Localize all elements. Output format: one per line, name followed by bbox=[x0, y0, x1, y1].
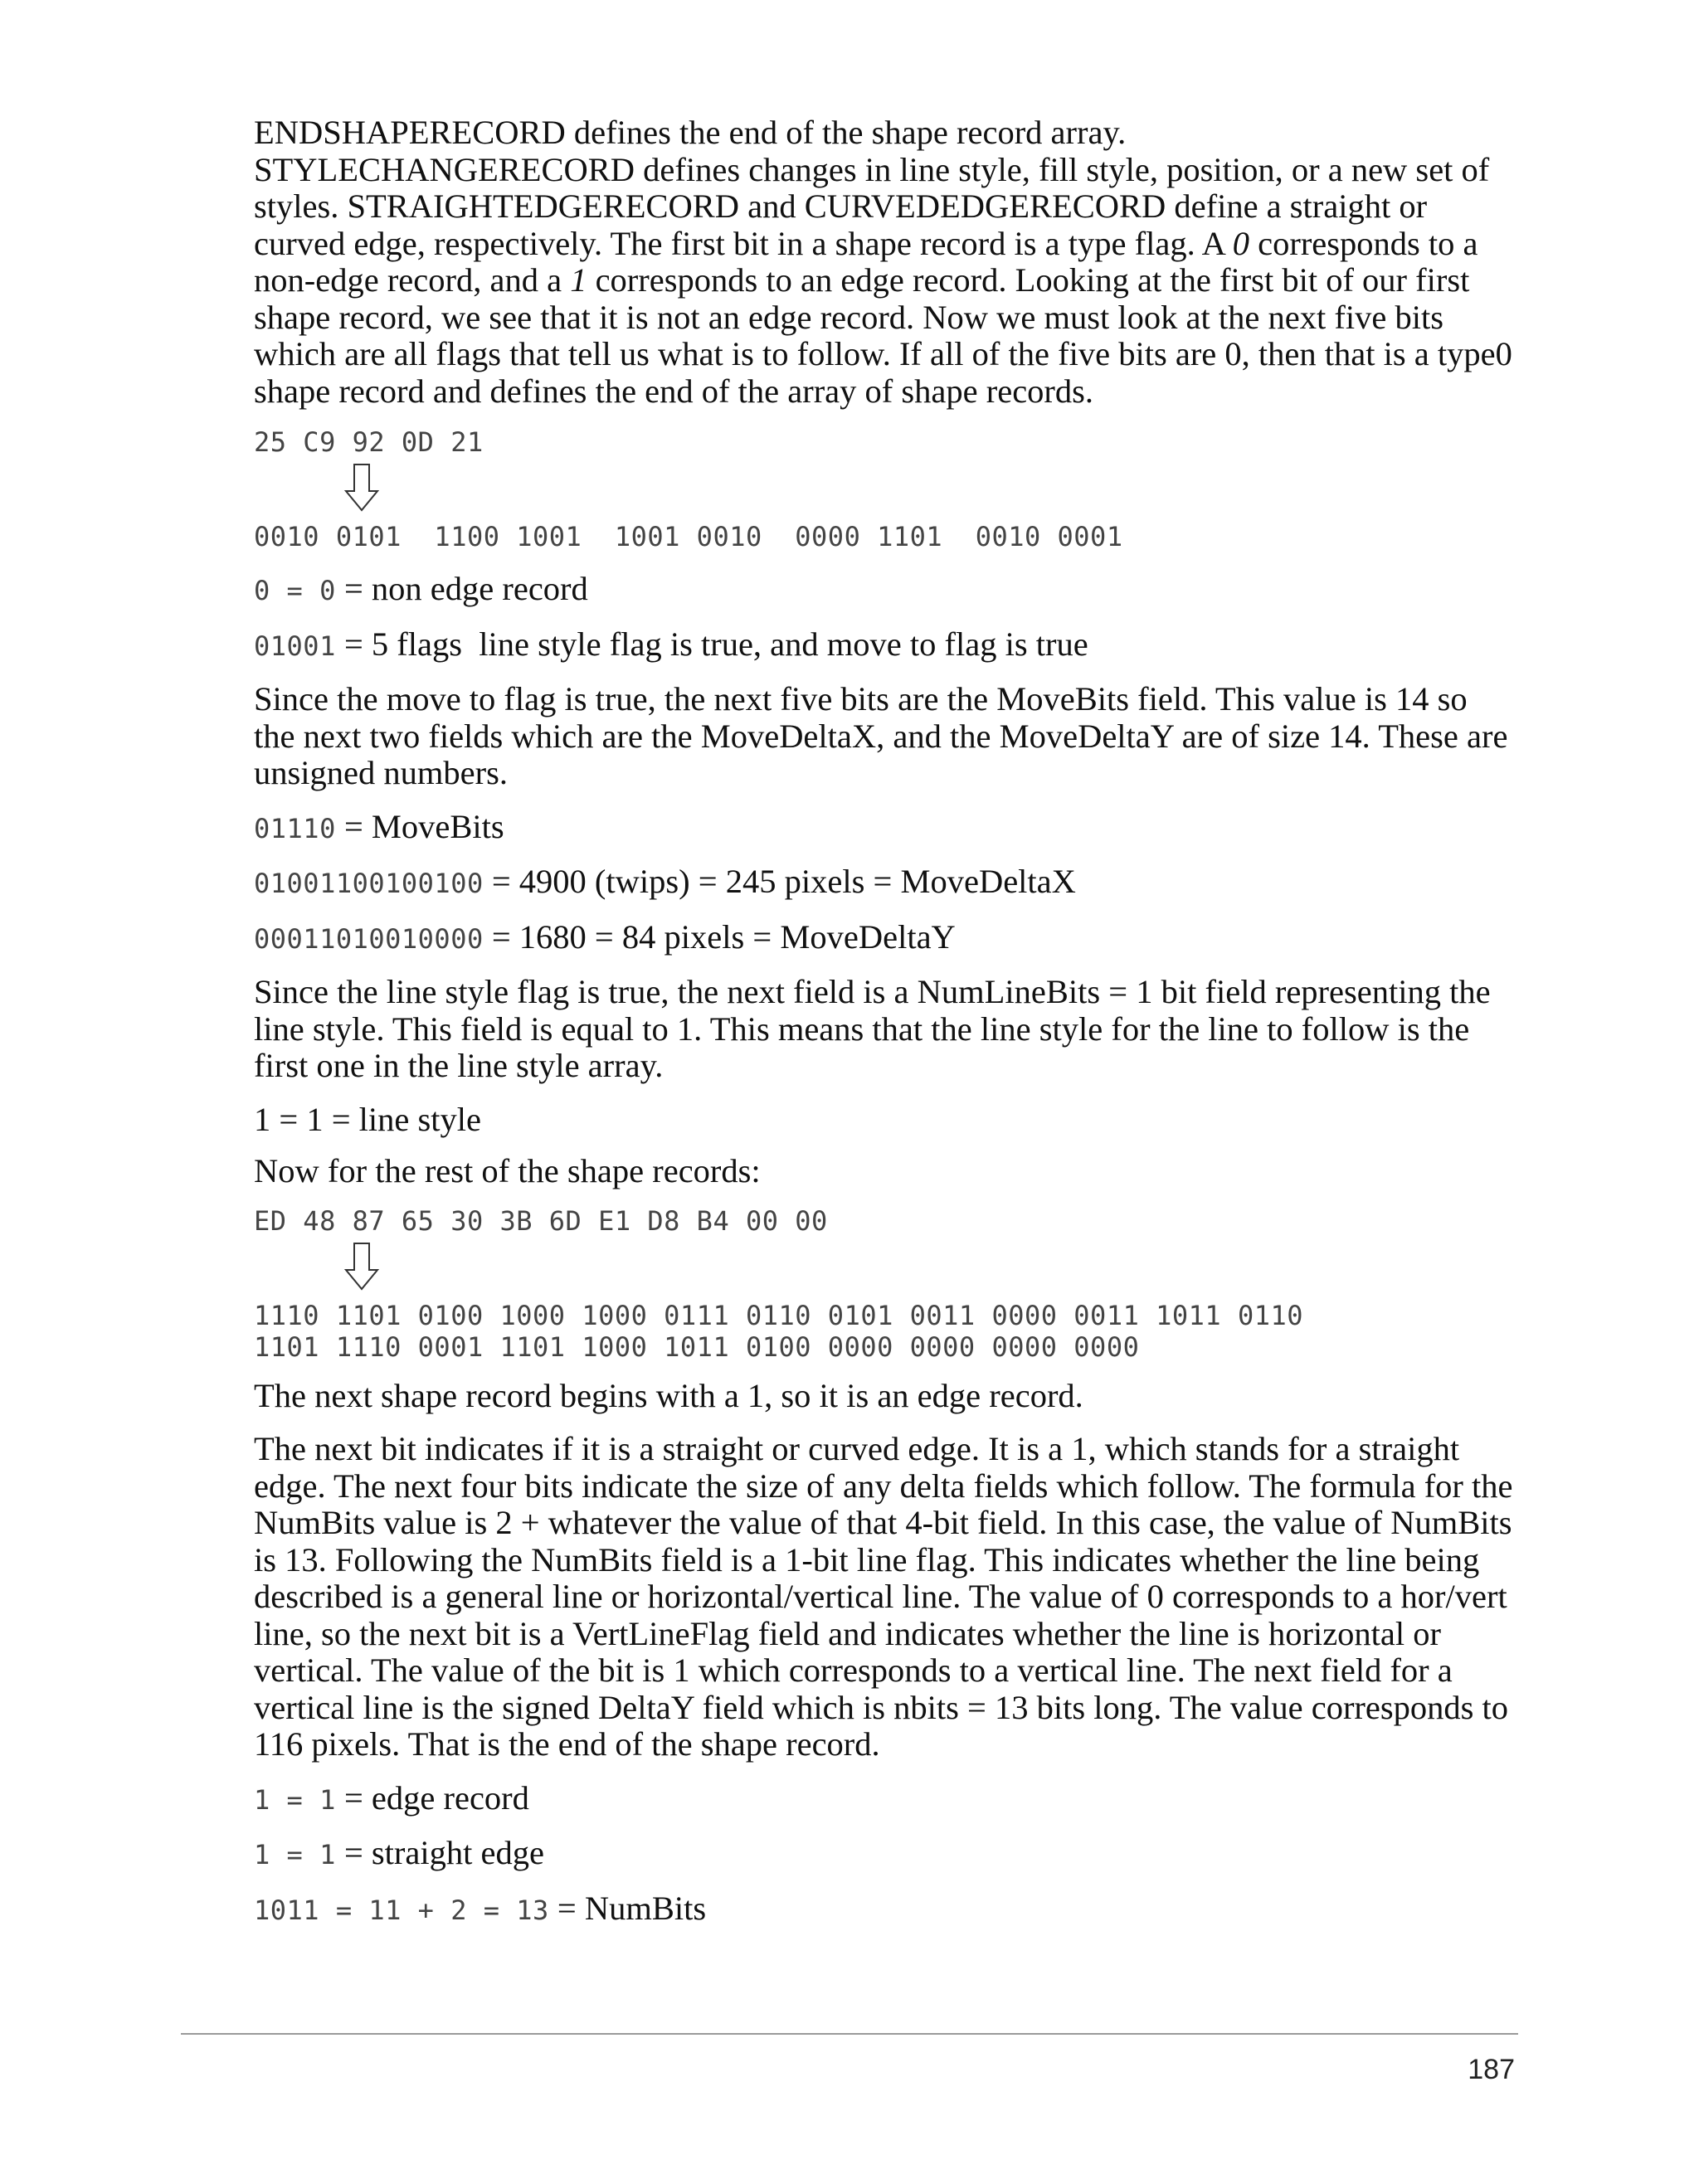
bit-explanation-row bbox=[254, 1890, 1515, 1929]
intro-text-a: ENDSHAPERECORD defines the end of the shape record array. STYLECHANGERECORD defines changes in line style, fill style, position, or a new set of styles. STRAIGHTEDGERECORD and CURVEDEDGERECORD define a straight or curved edge, respectively. The first bit in a shape record is a type flag. A bbox=[254, 114, 1490, 262]
down-arrow-icon bbox=[343, 1242, 380, 1291]
hex-bits-1: 0010 0101 1100 1001 1001 0010 0000 1101 0010 0001 bbox=[254, 521, 1123, 552]
movebits-paragraph: Since the move to flag is true, the next five bits are the MoveBits field. This value is 14 so the next two fields which are the MoveDeltaX, and the MoveDeltaY are of size 14. These are unsigned numbers. bbox=[254, 680, 1508, 791]
bit-code: 1 = 1 bbox=[254, 1839, 336, 1870]
bit-explanation-row bbox=[254, 1835, 1515, 1874]
bit-explanation-row bbox=[254, 1780, 1515, 1819]
bit-code: 1011 = 11 + 2 = 13 bbox=[254, 1894, 549, 1926]
bit-explanation-row bbox=[254, 863, 1515, 902]
down-arrow-icon bbox=[343, 463, 380, 513]
bit-meaning: = MoveBits bbox=[335, 807, 504, 845]
page-number: 187 bbox=[1468, 2054, 1515, 2085]
hex-bits-2-line-2: 1101 1110 0001 1101 1000 1011 0100 0000 0000 0000 0000 bbox=[254, 1330, 1140, 1363]
linestyle-paragraph: Since the line style flag is true, the next field is a NumLineBits = 1 bit field representing the line style. This field is equal to 1. This means that the line style for the line to follow is the first one in the line style array. bbox=[254, 973, 1491, 1084]
arrow-container-2 bbox=[254, 1242, 1515, 1293]
bit-explanation-row bbox=[254, 919, 1515, 958]
bit-code: 01110 bbox=[254, 812, 336, 844]
bit-meaning: = edge record bbox=[335, 1778, 529, 1817]
bit-code: 01001 bbox=[254, 630, 336, 662]
bit-code: 1 = 1 bbox=[254, 1783, 336, 1816]
bit-explanation-row bbox=[254, 626, 1515, 665]
intro-text-b: corresponds to a non-edge record, and a bbox=[254, 224, 1478, 299]
intro-text-c: corresponds to an edge record. Looking at the first bit of our first shape record, we see that it is not an edge record. Now we must look at the next five bits which are all flags that tell us what is to follow. If all of the five bits are 0, then that is a type0 shape record and defines the end of the array of shape records. bbox=[254, 261, 1512, 410]
bit-meaning: = non edge record bbox=[335, 570, 588, 607]
bit-meaning: = NumBits bbox=[548, 1889, 707, 1927]
intro-italic-zero: 0 bbox=[1232, 224, 1249, 262]
bit-meaning: = 5 flags line style flag is true, and move to flag is true bbox=[335, 625, 1088, 663]
hex-bytes-1: 25 C9 92 0D 21 bbox=[254, 426, 484, 458]
bit-explanation-row bbox=[254, 809, 1515, 848]
hex-bits-2-line-1: 1110 1101 0100 1000 1000 0111 0110 0101 0011 0000 0011 1011 0110 bbox=[254, 1299, 1303, 1331]
bit-meaning: = 4900 (twips) = 245 pixels = MoveDeltaX bbox=[483, 863, 1076, 900]
bit-meaning: = 1680 = 84 pixels = MoveDeltaY bbox=[483, 917, 956, 956]
bit-meaning: = straight edge bbox=[335, 1834, 544, 1871]
page-content bbox=[254, 114, 1515, 1945]
straight-edge-paragraph: The next bit indicates if it is a straight or curved edge. It is a 1, which stands for a straight edge. The next four bits indicate the size of any delta fields which follow. The formula for the NumBits value is 2 + whatever the value of that 4-bit field. In this case, the value of NumBits is 13. Following the NumBits field is a 1-bit line flag. This indicates whether the line being described is a general line or horizontal/vertical line. The value of 0 corresponds to a hor/vert line, so the next bit is a VertLineFlag field and indicates whether the line is horizontal or vertical. The value of the bit is 1 which corresponds to a vertical line. The next field for a vertical line is the signed DeltaY field which is nbits = 13 bits long. The value corresponds to 116 pixels. That is the end of the shape record. bbox=[254, 1430, 1513, 1763]
arrow-container-1 bbox=[254, 463, 1515, 514]
bit-explanation-row bbox=[254, 571, 1515, 610]
bit-code: 01001100100100 bbox=[254, 868, 484, 899]
intro-paragraph bbox=[254, 114, 1515, 410]
bit-code: 0 = 0 bbox=[254, 575, 336, 606]
bit-code: 00011010010000 bbox=[254, 922, 484, 955]
hex-bytes-2: ED 48 87 65 30 3B 6D E1 D8 B4 00 00 bbox=[254, 1204, 828, 1237]
intro-italic-one: 1 bbox=[570, 261, 587, 299]
rest-records-intro: Now for the rest of the shape records: bbox=[254, 1152, 761, 1189]
edge-record-paragraph: The next shape record begins with a 1, so it is an edge record. bbox=[254, 1376, 1083, 1414]
linestyle-line: 1 = 1 = line style bbox=[254, 1100, 482, 1138]
footer-divider bbox=[181, 2033, 1518, 2035]
